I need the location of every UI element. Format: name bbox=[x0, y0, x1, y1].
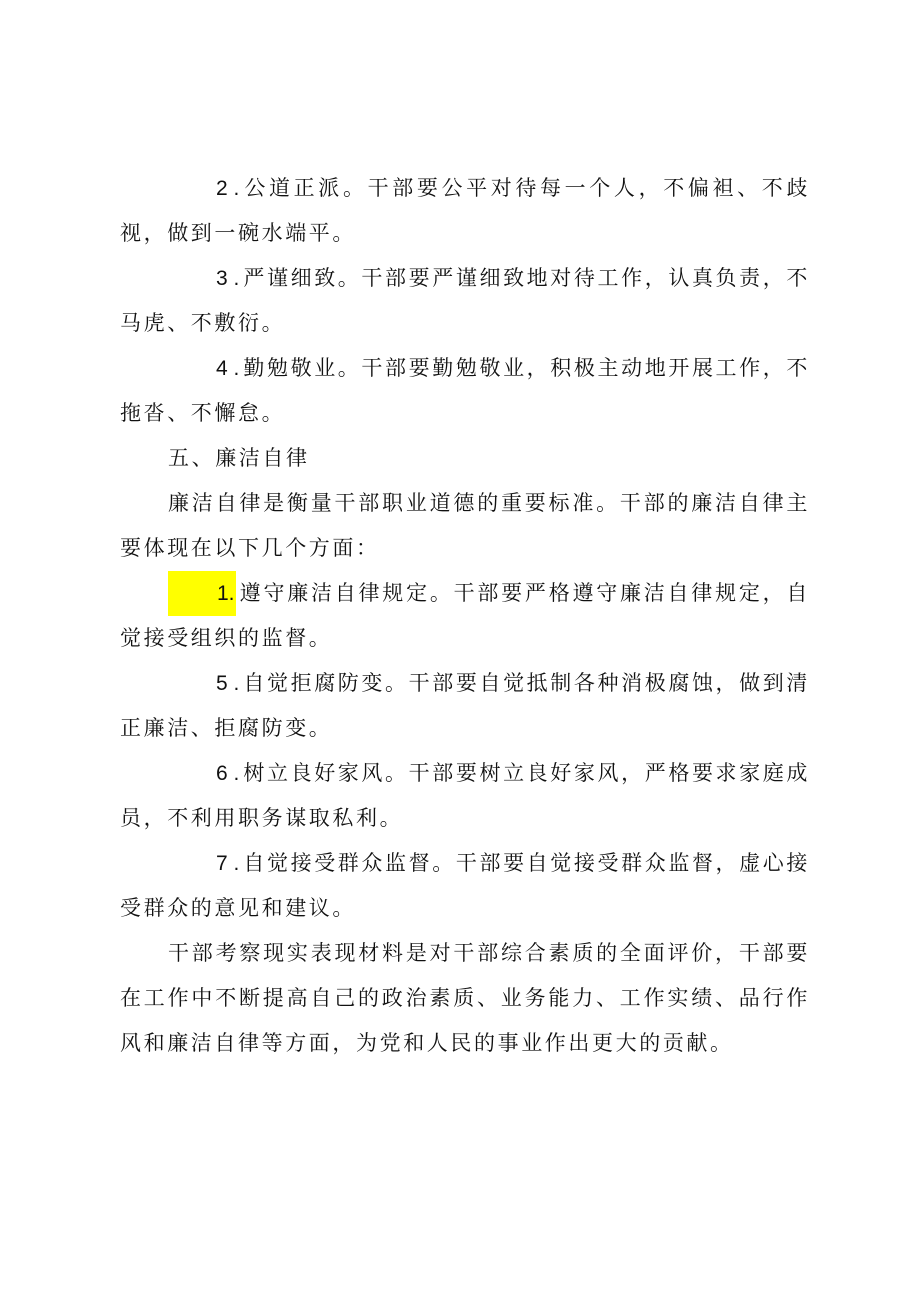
paragraph-item-6 bbox=[120, 751, 810, 841]
paragraph-text: 干部考察现实表现材料是对干部综合素质的全面评价，干部要在工作中不断提高自己的政治素质、业务能力、工作实绩、品行作风和廉洁自律等方面，为党和人民的事业作出更大的贡献。 bbox=[120, 941, 810, 1055]
paragraph-text: 自觉拒腐防变。干部要自觉抵制各种消极腐蚀，做到清正廉洁、拒腐防变。 bbox=[120, 671, 810, 740]
paragraph-item-1-highlighted bbox=[120, 571, 810, 661]
item-number: 6 . bbox=[216, 762, 240, 785]
highlighted-item-number: 1. bbox=[168, 571, 236, 616]
paragraph-text: 廉洁自律是衡量干部职业道德的重要标准。干部的廉洁自律主要体现在以下几个方面： bbox=[120, 491, 810, 560]
paragraph-item-4 bbox=[120, 346, 810, 436]
paragraph-text: 公道正派。干部要公平对待每一个人，不偏袒、不歧视，做到一碗水端平。 bbox=[120, 176, 810, 245]
section-heading bbox=[120, 436, 810, 481]
paragraph-text: 勤勉敬业。干部要勤勉敬业，积极主动地开展工作，不拖沓、不懈怠。 bbox=[120, 356, 810, 425]
paragraph-item-7 bbox=[120, 841, 810, 931]
item-number: 3 . bbox=[216, 267, 240, 290]
paragraph-text: 自觉接受群众监督。干部要自觉接受群众监督，虚心接受群众的意见和建议。 bbox=[120, 851, 810, 920]
item-number: 5 . bbox=[216, 672, 240, 695]
paragraph-item-2 bbox=[120, 166, 810, 256]
item-number: 7 . bbox=[216, 852, 240, 875]
paragraph-text: 严谨细致。干部要严谨细致地对待工作，认真负责，不马虎、不敷衍。 bbox=[120, 266, 810, 335]
closing-paragraph bbox=[120, 931, 810, 1066]
paragraph-text: 遵守廉洁自律规定。干部要严格遵守廉洁自律规定，自觉接受组织的监督。 bbox=[120, 581, 810, 650]
paragraph-text: 树立良好家风。干部要树立良好家风，严格要求家庭成员，不利用职务谋取私利。 bbox=[120, 761, 810, 830]
section-intro bbox=[120, 481, 810, 571]
item-number: 2 . bbox=[216, 177, 240, 200]
paragraph-item-5 bbox=[120, 661, 810, 751]
section-heading-text: 五、廉洁自律 bbox=[168, 446, 310, 470]
item-number: 4 . bbox=[216, 357, 240, 380]
paragraph-item-3 bbox=[120, 256, 810, 346]
document-body bbox=[120, 166, 810, 1066]
